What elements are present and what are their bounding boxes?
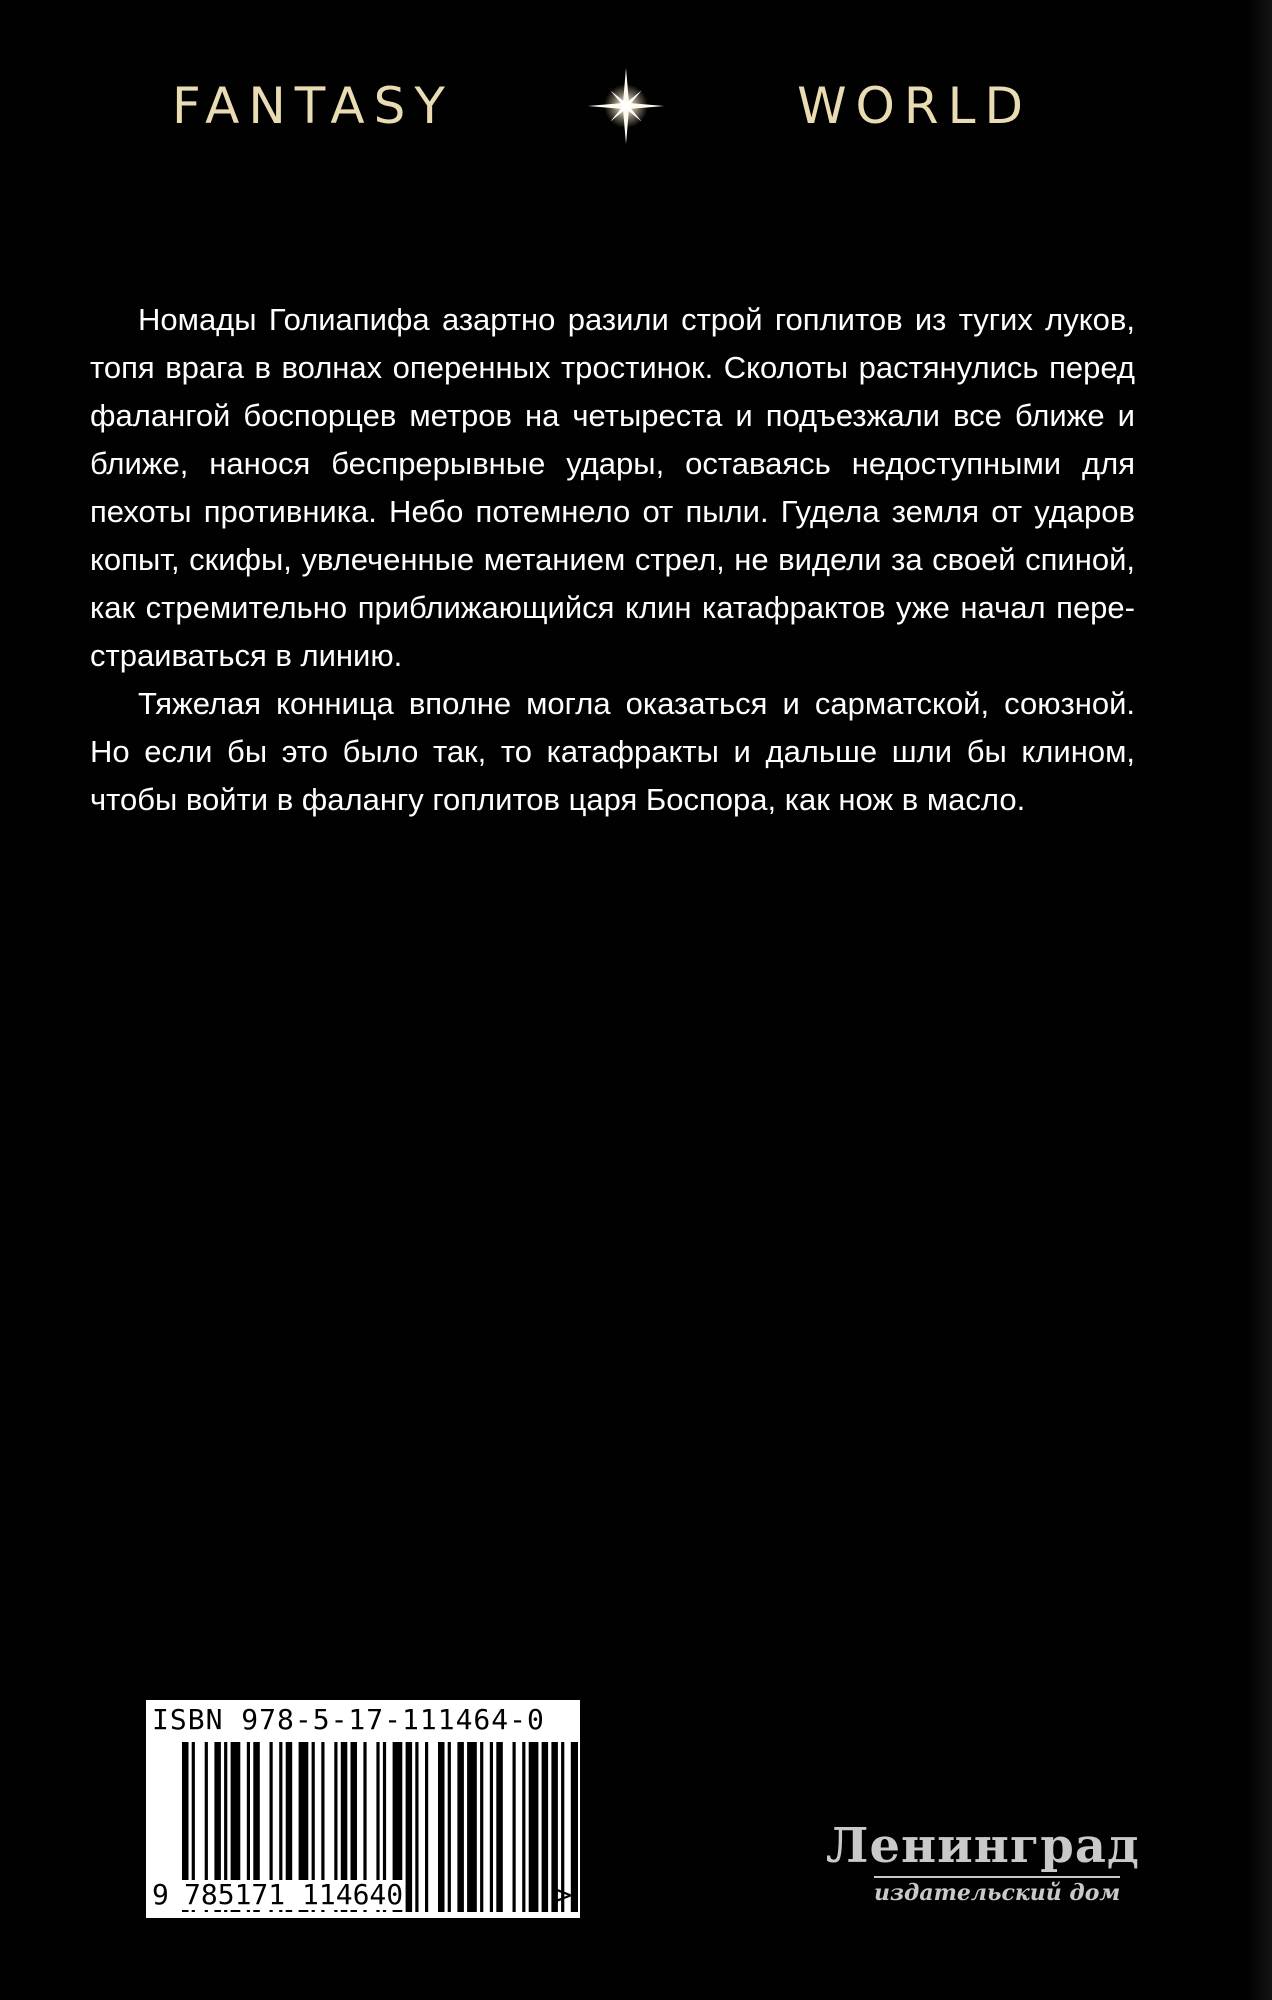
ean-digits: 785171 114640 — [184, 1878, 404, 1911]
barcode-bar — [542, 1742, 549, 1912]
publisher-name: Ленинград — [826, 1818, 1140, 1874]
series-right-word: WORLD — [797, 77, 1032, 135]
barcode-bar — [480, 1742, 483, 1912]
barcode-bar — [522, 1742, 525, 1912]
series-logo — [172, 74, 1032, 138]
barcode-bar — [438, 1742, 445, 1912]
barcode-bar — [457, 1742, 464, 1912]
barcode-bar — [448, 1742, 451, 1912]
barcode-bar — [415, 1742, 418, 1912]
barcode-bar — [490, 1742, 493, 1912]
series-left-word: FANTASY — [172, 77, 454, 135]
publisher-subtitle: издательский дом — [874, 1876, 1120, 1906]
barcode-bar — [467, 1742, 477, 1912]
isbn-barcode — [146, 1700, 580, 1918]
barcode-bar — [406, 1742, 413, 1912]
spine-edge — [1246, 0, 1272, 2000]
ean-first-digit: 9 — [152, 1878, 169, 1911]
blurb-text — [90, 296, 1135, 824]
sparkle-star-icon — [586, 66, 666, 146]
barcode-bar — [425, 1742, 428, 1912]
publisher-logo — [826, 1818, 1140, 1918]
isbn-label: ISBN 978-5-17-111464-0 — [152, 1703, 545, 1736]
barcode-bar — [513, 1742, 516, 1912]
blurb-paragraph-1: Номады Голиапифа азартно разили строй гоплитов из тугих луков, топя врага в волнах оперенных тростинок. Сколоты растянулись перед фалангой боспорцев метров на четыреста и подъезжали все ближе и ближе, нанося беспрерывные удары, оставаясь недоступными для пехоты противника. Небо потемнело от пыли. Гудела земля от ударов копыт, скифы, увлеченные метанием стрел, не видели за своей спиной, как стремительно приближающийся клин катафрактов уже начал перестраиваться в линию. — [90, 302, 1135, 673]
barcode-bar — [529, 1742, 539, 1912]
barcode-bar — [496, 1742, 503, 1912]
ean-arrow: > — [555, 1878, 572, 1911]
blurb-paragraph-2: Тяжелая конница вполне могла оказаться и сарматской, союзной. Но если бы это было так, то катафракты и дальше шли бы клином, чтобы войти в фалангу гоплитов царя Боспора, как нож в масло. — [90, 686, 1135, 817]
